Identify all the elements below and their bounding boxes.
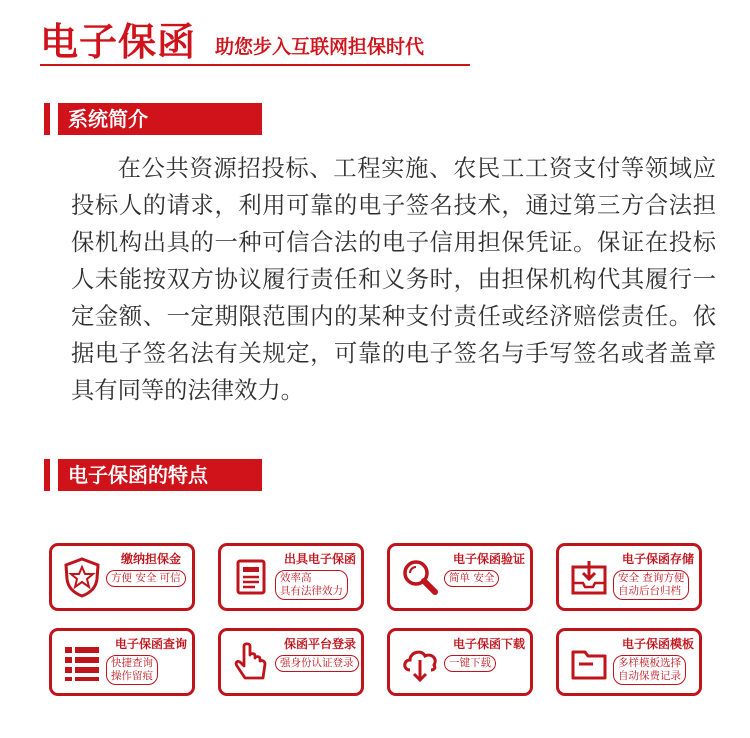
shield-icon: [60, 555, 104, 599]
feature-desc-line: 方便 安全 可信: [111, 572, 181, 584]
feature-desc: [106, 655, 158, 685]
feature-desc: [444, 570, 499, 587]
feature-title: 电子保函存储: [621, 552, 694, 566]
feature-desc: [613, 655, 686, 685]
section-marker: [44, 459, 50, 491]
document-icon: [229, 555, 273, 599]
feature-card-download: [387, 628, 533, 696]
feature-desc-line: 自动保费记录: [618, 670, 681, 682]
feature-desc: [275, 570, 348, 600]
feature-desc-line: 操作留痕: [111, 670, 153, 682]
storage-icon: [567, 555, 611, 599]
feature-title: 电子保函下载: [452, 637, 525, 651]
feature-desc: [106, 570, 186, 587]
feature-title: 电子保函查询: [114, 637, 187, 651]
list-icon: [60, 640, 104, 684]
feature-title: 缴纳担保金: [120, 552, 181, 566]
cloud-download-icon: [398, 640, 442, 684]
feature-desc-line: 具有法律效力: [280, 585, 343, 597]
feature-title: 保函平台登录: [283, 637, 356, 651]
feature-title: 电子保函模板: [621, 637, 694, 651]
magnifier-icon: [398, 555, 442, 599]
feature-desc-line: 强身份认证登录: [280, 657, 354, 669]
feature-card-query: [49, 628, 195, 696]
feature-desc-line: 多样模板选择: [618, 657, 681, 669]
feature-desc-line: 简单 安全: [449, 572, 495, 584]
feature-desc: [444, 655, 496, 672]
section-header-intro: [44, 103, 262, 135]
section-header-features: [44, 459, 262, 491]
feature-card-login: [218, 628, 364, 696]
feature-card-verify: [387, 543, 533, 611]
feature-desc: [613, 570, 689, 600]
section-marker: [44, 103, 50, 135]
feature-card-storage: [556, 543, 702, 611]
feature-desc-line: 快捷查询: [111, 657, 153, 669]
slogan: 助您步入互联网担保时代: [215, 36, 425, 58]
folder-icon: [567, 640, 611, 684]
hand-pointer-icon: [229, 640, 273, 684]
feature-desc-line: 一键下载: [449, 657, 491, 669]
brand-title: 电子保函: [40, 20, 197, 64]
feature-title: 电子保函验证: [452, 552, 525, 566]
feature-desc-line: 效率高: [280, 572, 312, 584]
feature-desc: [275, 655, 359, 672]
feature-title: 出具电子保函: [283, 552, 356, 566]
feature-desc-line: 自动后台归档: [618, 585, 681, 597]
feature-card-deposit: [49, 543, 195, 611]
feature-card-issue: [218, 543, 364, 611]
feature-desc-line: 安全 查询方便: [618, 572, 685, 584]
header: [40, 22, 470, 66]
feature-card-template: [556, 628, 702, 696]
intro-paragraph: 在公共资源招投标、工程实施、农民工工资支付等领域应投标人的请求，利用可靠的电子签名技术，通过第三方合法担保机构出具的一种可信合法的电子信用担保凭证。保证在投标人未能按双方协议履行责任和义务时，由担保机构代其履行一定金额、一定期限范围内的某种支付责任或经济赔偿责任。依据电子签名法有关规定，可靠的电子签名与手写签名或者盖章具有同等的法律效力。: [71, 155, 716, 404]
section-title-intro: 系统简介: [68, 107, 148, 131]
header-divider: [40, 64, 470, 66]
section-title-features: 电子保函的特点: [68, 463, 208, 487]
